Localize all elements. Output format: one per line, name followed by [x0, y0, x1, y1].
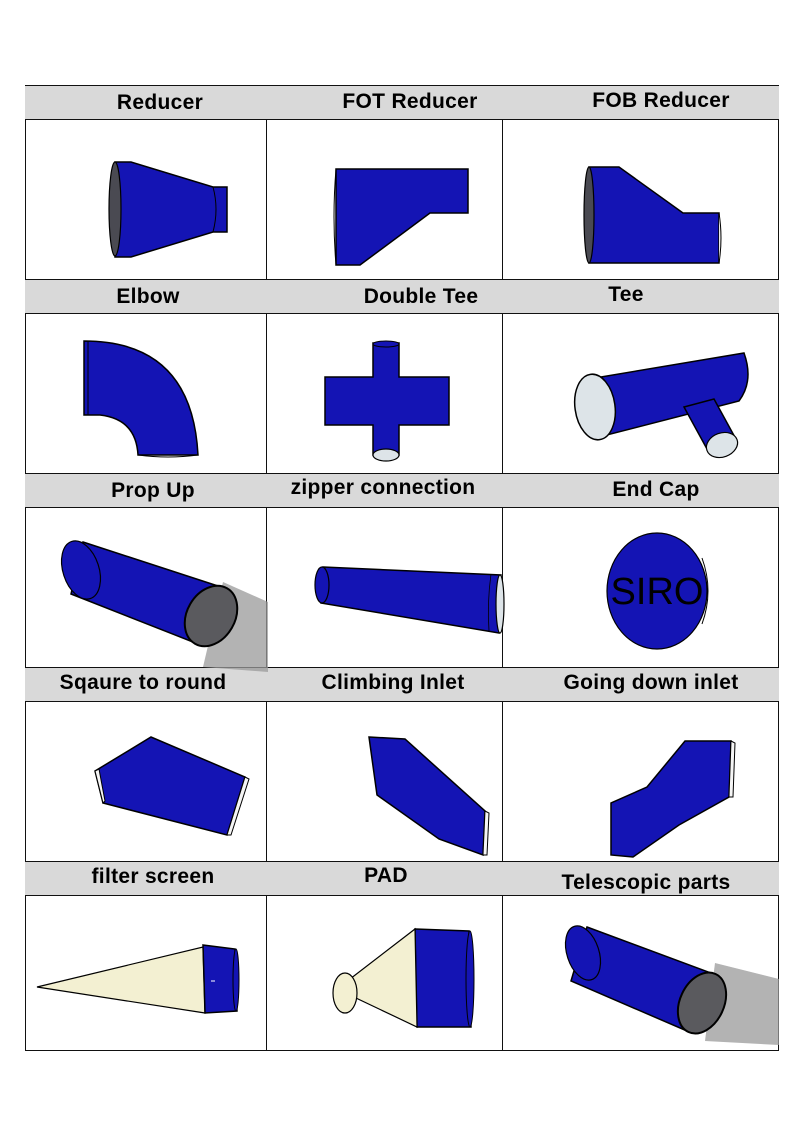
item-label: PAD — [364, 864, 408, 887]
item-label: Going down inlet — [563, 671, 739, 694]
item-label: Telescopic parts — [561, 871, 731, 894]
divider — [266, 313, 267, 474]
item-label: Prop Up — [111, 479, 195, 502]
endcap-logo-text: SIRO — [610, 571, 704, 613]
item-label: FOT Reducer — [342, 90, 478, 113]
square-to-round-icon — [87, 733, 252, 837]
divider — [502, 895, 503, 1051]
divider — [266, 701, 267, 862]
zipper-connection-icon — [313, 565, 508, 637]
divider — [502, 313, 503, 474]
catalog-table — [25, 85, 779, 1051]
climbing-inlet-icon — [365, 735, 501, 859]
divider — [266, 895, 267, 1051]
divider — [502, 701, 503, 862]
divider — [502, 119, 503, 280]
pad-icon — [331, 927, 479, 1033]
item-label: Reducer — [116, 91, 204, 114]
item-label: Tee — [608, 283, 644, 306]
item-label: Sqaure to round — [59, 671, 227, 694]
item-label: Double Tee — [363, 285, 479, 308]
reducer-icon — [103, 157, 233, 267]
item-label: Elbow — [116, 285, 180, 308]
double-tee-icon — [323, 341, 453, 463]
divider — [266, 119, 267, 280]
item-label: zipper connection — [290, 476, 476, 499]
item-label: FOB Reducer — [592, 89, 730, 112]
item-label: Climbing Inlet — [321, 671, 465, 694]
prop-up-icon — [63, 532, 268, 672]
going-down-inlet-icon — [605, 737, 740, 861]
item-label: End Cap — [612, 478, 700, 501]
tee-icon — [559, 349, 749, 461]
fot-reducer-icon — [330, 165, 470, 265]
filter-screen-icon — [35, 943, 245, 1015]
item-label: filter screen — [91, 865, 215, 888]
end-cap-icon — [602, 528, 720, 650]
telescopic-parts-icon — [565, 923, 779, 1045]
fob-reducer-icon — [583, 163, 723, 268]
elbow-icon — [80, 339, 210, 459]
